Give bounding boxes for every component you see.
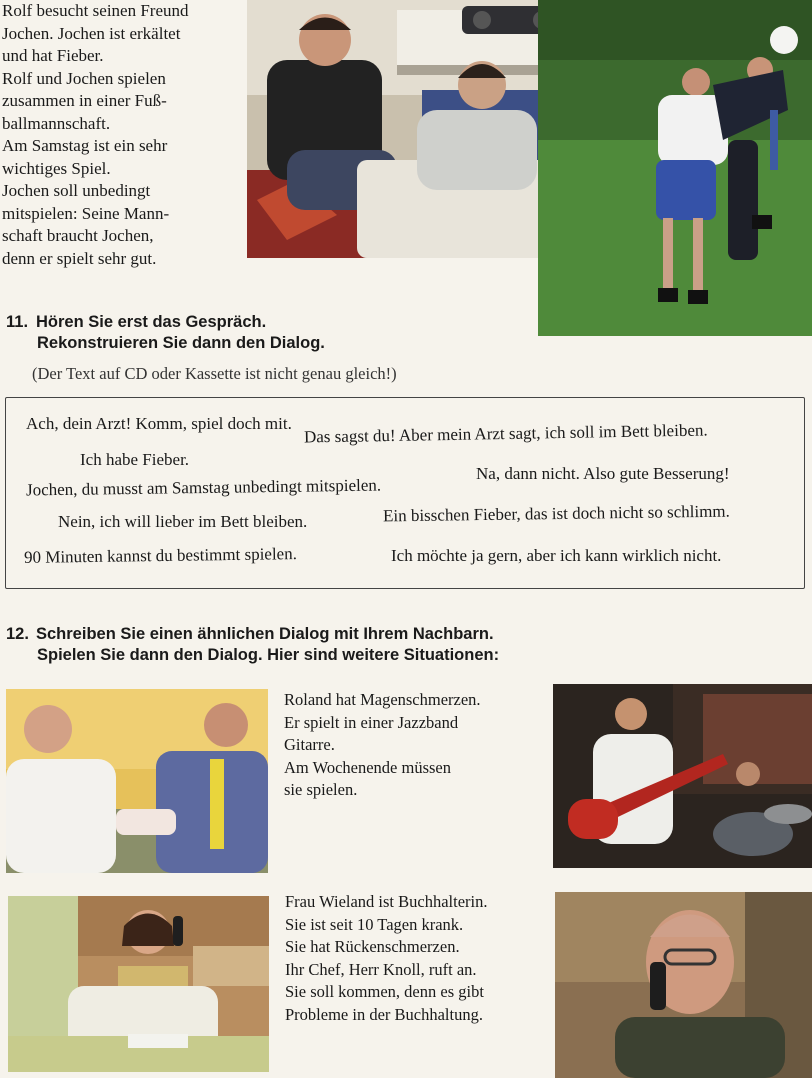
- dialog-line: Jochen, du musst am Samstag unbedingt mitspielen.: [25, 475, 382, 500]
- situation-roland: [284, 689, 481, 802]
- task-instruction: Rekonstruieren Sie dann den Dialog.: [37, 334, 325, 352]
- situation-line: Frau Wieland ist Buchhalterin.: [285, 892, 488, 911]
- situation-line: Er spielt in einer Jazzband: [284, 712, 459, 732]
- photo-boss-phone: [555, 892, 812, 1078]
- dialog-line: Ein bisschen Fieber, das ist doch nicht so schlimm.: [382, 501, 730, 526]
- intro-line: mitspielen: Seine Mann-: [2, 203, 170, 223]
- intro-line: und hat Fieber.: [2, 46, 104, 65]
- intro-line: Rolf besucht seinen Freund: [2, 1, 189, 20]
- situation-line: Am Wochenende müssen: [284, 757, 451, 777]
- task-number: 12.: [6, 625, 29, 643]
- task-12-heading: [6, 624, 499, 666]
- task-note: (Der Text auf CD oder Kassette ist nicht genau gleich!): [32, 364, 397, 383]
- intro-line: Am Samstag ist ein sehr: [2, 136, 168, 155]
- situation-line: Ihr Chef, Herr Knoll, ruft an.: [285, 959, 477, 979]
- photo-doctor-visit: [6, 689, 268, 873]
- dialog-line: Na, dann nicht. Also gute Besserung!: [476, 464, 730, 483]
- situation-line: Probleme in der Buchhaltung.: [285, 1004, 483, 1024]
- dialog-line: Ach, dein Arzt! Komm, spiel doch mit.: [26, 414, 292, 433]
- intro-line: denn er spielt sehr gut.: [2, 248, 157, 268]
- photo-jazzband: [553, 684, 812, 868]
- dialog-line: Ich möchte ja gern, aber ich kann wirklich nicht.: [391, 546, 722, 565]
- situation-line: Sie soll kommen, denn es gibt: [285, 982, 484, 1001]
- situation-line: Sie hat Rückenschmerzen.: [285, 937, 460, 956]
- intro-line: Jochen soll unbedingt: [2, 181, 151, 200]
- task-instruction: Spielen Sie dann den Dialog. Hier sind weitere Situationen:: [37, 646, 500, 664]
- intro-line: Rolf und Jochen spielen: [2, 68, 166, 88]
- dialog-line: 90 Minuten kannst du bestimmt spielen.: [23, 544, 298, 567]
- photo-football-match: [538, 0, 812, 336]
- photo-sick-friend: [247, 0, 587, 258]
- situation-line: sie spielen.: [284, 780, 358, 799]
- situation-frau-wieland: [285, 891, 488, 1026]
- intro-line: schaft braucht Jochen,: [2, 226, 154, 245]
- situation-line: Sie ist seit 10 Tagen krank.: [285, 914, 464, 934]
- dialog-line: Ich habe Fieber.: [80, 450, 190, 469]
- situation-line: Roland hat Magenschmerzen.: [284, 690, 481, 709]
- intro-line: Jochen. Jochen ist erkältet: [2, 23, 181, 43]
- intro-text: [2, 0, 227, 270]
- intro-line: zusammen in einer Fuß-: [2, 91, 167, 110]
- dialog-line: Nein, ich will lieber im Bett bleiben.: [58, 512, 308, 531]
- task-number: 11.: [6, 313, 29, 331]
- situation-line: Gitarre.: [284, 735, 335, 754]
- task-instruction: Hören Sie erst das Gespräch.: [36, 313, 267, 331]
- task-11-heading: [6, 312, 325, 354]
- dialog-box: [5, 397, 805, 589]
- task-instruction: Schreiben Sie einen ähnlichen Dialog mit Ihrem Nachbarn.: [36, 625, 494, 643]
- photo-sick-woman-phone: [8, 896, 269, 1072]
- intro-line: ballmannschaft.: [2, 113, 111, 133]
- dialog-line: Das sagst du! Aber mein Arzt sagt, ich soll im Bett bleiben.: [303, 420, 708, 447]
- intro-line: wichtiges Spiel.: [2, 158, 111, 178]
